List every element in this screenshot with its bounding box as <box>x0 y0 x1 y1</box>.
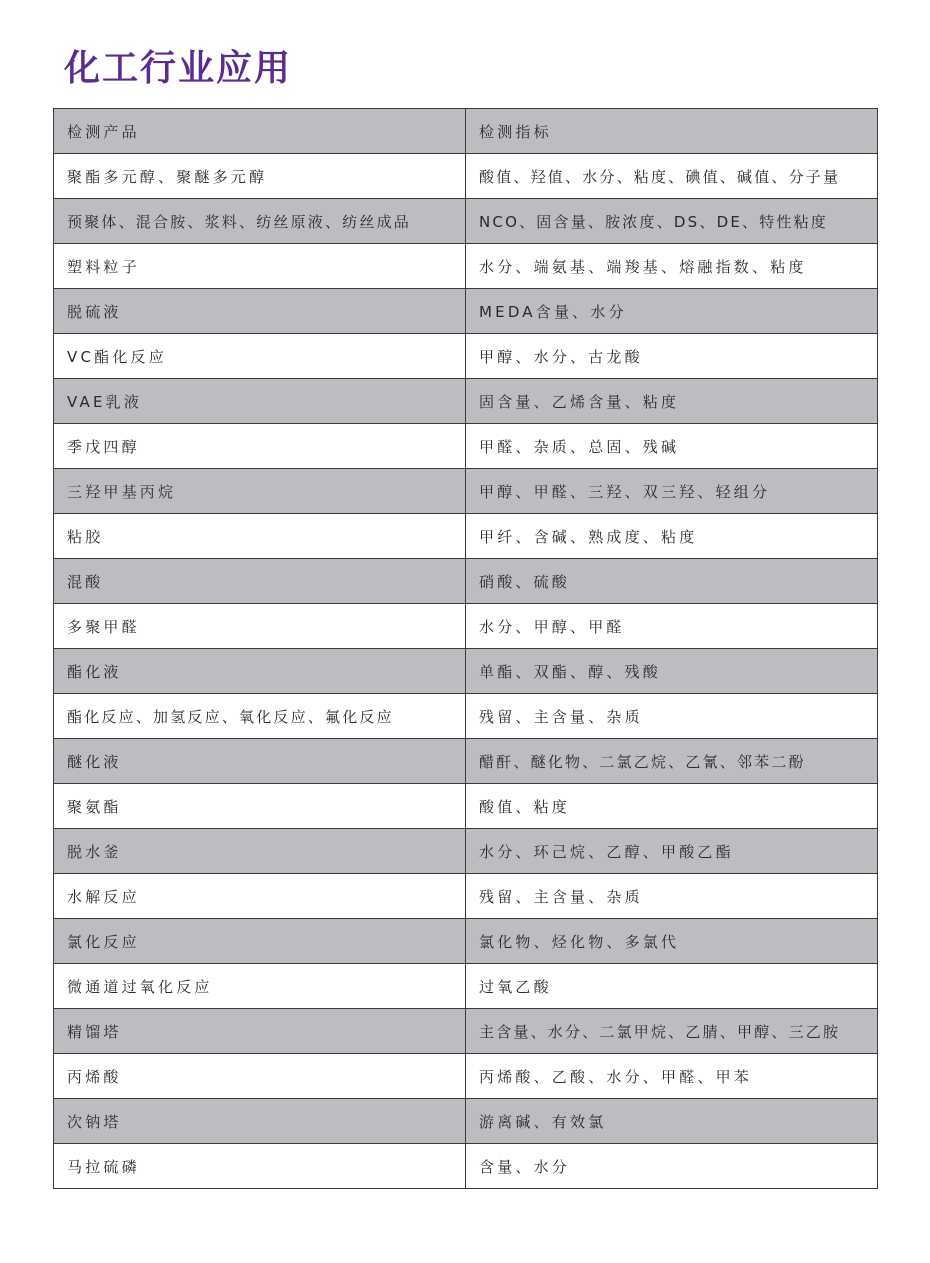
indicators-cell: 含量、水分 <box>466 1144 878 1189</box>
product-cell: 酯化液 <box>54 649 466 694</box>
table-row <box>54 424 878 469</box>
table-row <box>54 964 878 1009</box>
indicators-cell: 残留、主含量、杂质 <box>466 694 878 739</box>
header-product: 检测产品 <box>54 109 466 154</box>
table-row <box>54 1009 878 1054</box>
indicators-cell: 单酯、双酯、醇、残酸 <box>466 649 878 694</box>
table-row <box>54 919 878 964</box>
table-row <box>54 334 878 379</box>
indicators-cell: 甲醛、杂质、总固、残碱 <box>466 424 878 469</box>
indicators-cell: 酸值、粘度 <box>466 784 878 829</box>
table-row <box>54 514 878 559</box>
table-row <box>54 829 878 874</box>
indicators-cell: 丙烯酸、乙酸、水分、甲醛、甲苯 <box>466 1054 878 1099</box>
table-row <box>54 199 878 244</box>
application-table <box>53 108 878 1189</box>
table-row <box>54 469 878 514</box>
product-cell: 粘胶 <box>54 514 466 559</box>
product-cell: 塑料粒子 <box>54 244 466 289</box>
indicators-cell: 固含量、乙烯含量、粘度 <box>466 379 878 424</box>
product-cell: VAE乳液 <box>54 379 466 424</box>
indicators-cell: 水分、端氨基、端羧基、熔融指数、粘度 <box>466 244 878 289</box>
table-row <box>54 874 878 919</box>
table-row <box>54 1054 878 1099</box>
table-row <box>54 379 878 424</box>
product-cell: 微通道过氧化反应 <box>54 964 466 1009</box>
product-cell: 多聚甲醛 <box>54 604 466 649</box>
table-row <box>54 784 878 829</box>
indicators-cell: 残留、主含量、杂质 <box>466 874 878 919</box>
product-cell: 混酸 <box>54 559 466 604</box>
product-cell: 丙烯酸 <box>54 1054 466 1099</box>
table-row <box>54 154 878 199</box>
indicators-cell: 甲醇、甲醛、三羟、双三羟、轻组分 <box>466 469 878 514</box>
product-cell: VC酯化反应 <box>54 334 466 379</box>
page-title: 化工行业应用 <box>64 48 293 89</box>
product-cell: 次钠塔 <box>54 1099 466 1144</box>
product-cell: 马拉硫磷 <box>54 1144 466 1189</box>
product-cell: 聚氨酯 <box>54 784 466 829</box>
application-table-container <box>53 108 877 1189</box>
product-cell: 氯化反应 <box>54 919 466 964</box>
product-cell: 三羟甲基丙烷 <box>54 469 466 514</box>
table-row <box>54 649 878 694</box>
indicators-cell: 水分、甲醇、甲醛 <box>466 604 878 649</box>
indicators-cell: NCO、固含量、胺浓度、DS、DE、特性粘度 <box>466 199 878 244</box>
table-row <box>54 289 878 334</box>
product-cell: 脱水釜 <box>54 829 466 874</box>
table-row <box>54 1099 878 1144</box>
indicators-cell: 水分、环己烷、乙醇、甲酸乙酯 <box>466 829 878 874</box>
table-row <box>54 694 878 739</box>
indicators-cell: 醋酐、醚化物、二氯乙烷、乙氰、邻苯二酚 <box>466 739 878 784</box>
header-indicators: 检测指标 <box>466 109 878 154</box>
indicators-cell: 硝酸、硫酸 <box>466 559 878 604</box>
table-row <box>54 604 878 649</box>
product-cell: 季戊四醇 <box>54 424 466 469</box>
product-cell: 聚酯多元醇、聚醚多元醇 <box>54 154 466 199</box>
product-cell: 精馏塔 <box>54 1009 466 1054</box>
product-cell: 酯化反应、加氢反应、氧化反应、氟化反应 <box>54 694 466 739</box>
indicators-cell: MEDA含量、水分 <box>466 289 878 334</box>
indicators-cell: 主含量、水分、二氯甲烷、乙腈、甲醇、三乙胺 <box>466 1009 878 1054</box>
product-cell: 水解反应 <box>54 874 466 919</box>
product-cell: 预聚体、混合胺、浆料、纺丝原液、纺丝成品 <box>54 199 466 244</box>
table-row <box>54 244 878 289</box>
indicators-cell: 甲醇、水分、古龙酸 <box>466 334 878 379</box>
product-cell: 脱硫液 <box>54 289 466 334</box>
indicators-cell: 酸值、羟值、水分、粘度、碘值、碱值、分子量 <box>466 154 878 199</box>
table-header-row <box>54 109 878 154</box>
indicators-cell: 甲纤、含碱、熟成度、粘度 <box>466 514 878 559</box>
product-cell: 醚化液 <box>54 739 466 784</box>
table-row <box>54 559 878 604</box>
indicators-cell: 氯化物、烃化物、多氯代 <box>466 919 878 964</box>
indicators-cell: 过氧乙酸 <box>466 964 878 1009</box>
table-row <box>54 739 878 784</box>
table-row <box>54 1144 878 1189</box>
indicators-cell: 游离碱、有效氯 <box>466 1099 878 1144</box>
